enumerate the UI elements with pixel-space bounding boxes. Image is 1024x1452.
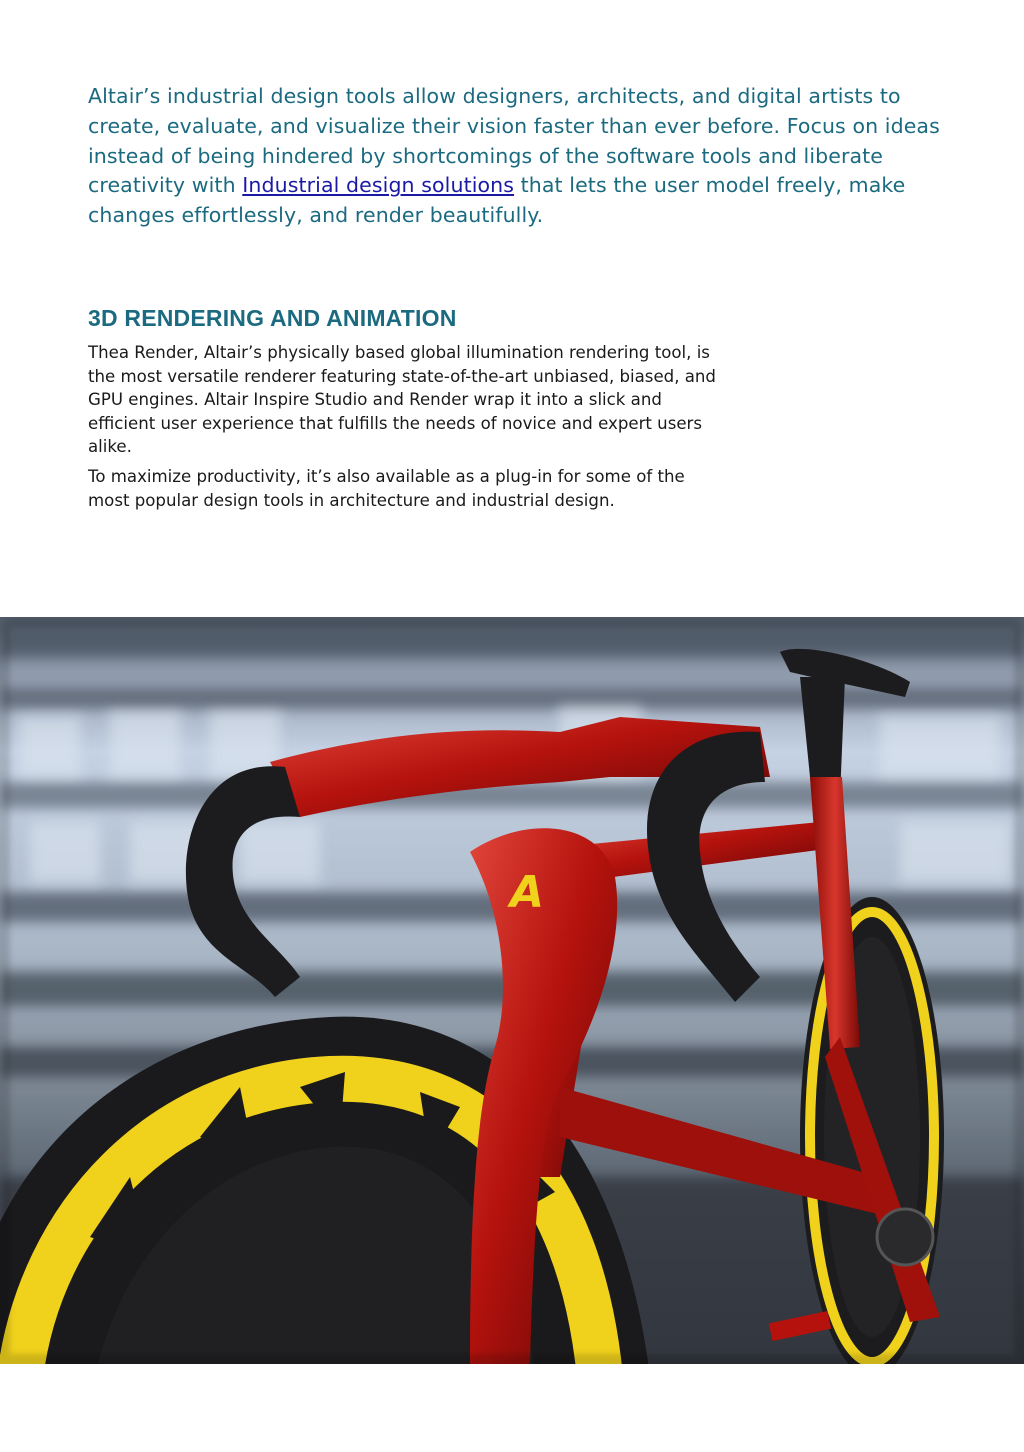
- bicycle-render-image: [0, 617, 1024, 1364]
- intro-text-before-link: Altair’s industrial design tools allow designers, architects, and digital artists to create, evaluate, and visualize their vision faster than ever before. Focus on ideas instead of being hindered by shortcomings of the software tools and liberate creativity with: [88, 84, 940, 198]
- plugin-paragraph: To maximize productivity, it’s also available as a plug-in for some of the most popular design tools in architecture and industrial design.: [88, 467, 685, 510]
- rear-cog: [877, 1209, 933, 1265]
- industrial-design-solutions-link[interactable]: Industrial design solutions: [242, 173, 515, 198]
- intro-paragraph: [88, 82, 958, 231]
- section-heading: 3D RENDERING AND ANIMATION: [88, 305, 457, 331]
- frame-logo: A: [510, 867, 545, 918]
- intro-text-after-link: that lets the user model freely, make changes effortlessly, and render beautifully.: [88, 173, 906, 228]
- thea-render-paragraph: Thea Render, Altair’s physically based global illumination rendering tool, is the most versatile renderer featuring state-of-the-art unbiased, biased, and GPU engines. Altair Inspire Studio and Render wrap it into a slick and efficient user experience that fulfills the needs of novice and expert users alike.: [88, 343, 716, 456]
